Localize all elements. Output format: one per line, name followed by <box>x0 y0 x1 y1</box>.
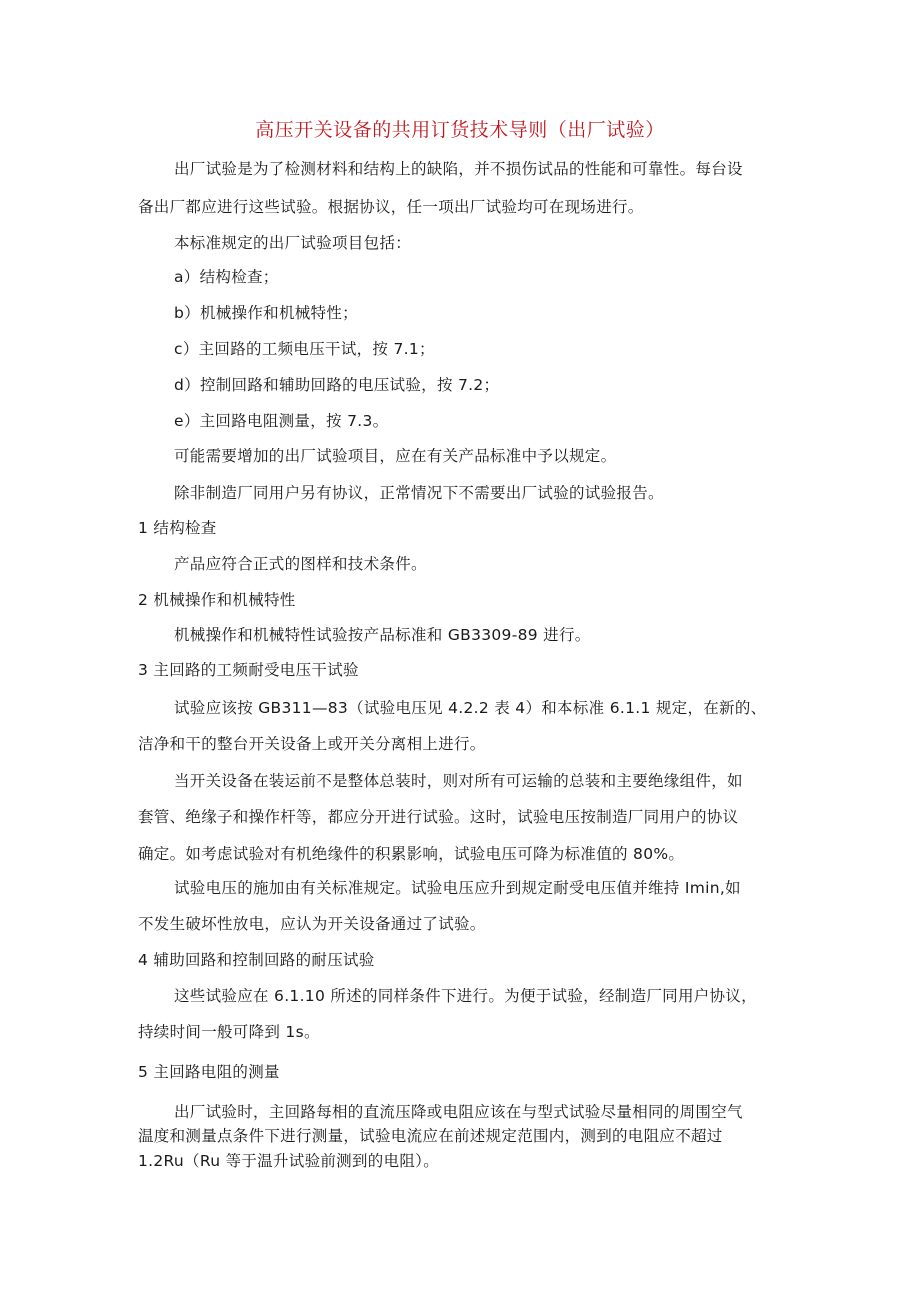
list-item-e: e）主回路电阻测量，按 7.3。 <box>174 412 389 430</box>
intro-paragraph-1-line-2: 备出厂都应进行这些试验。根据协议，任一项出厂试验均可在现场进行。 <box>138 198 644 216</box>
section-4-paragraph-line-2: 持续时间一般可降到 1s。 <box>138 1023 320 1041</box>
list-item-a: a）结构检查； <box>174 268 279 286</box>
section-3-paragraph-1-line-1: 试验应该按 GB311—83（试验电压见 4.2.2 表 4）和本标准 6.1.1 规定，在新的、 <box>174 699 767 717</box>
section-5-paragraph-line-1: 出厂试验时，主回路每相的直流压降或电阻应该在与型式试验尽量相同的周围空气 <box>174 1103 743 1121</box>
section-3-paragraph-2-line-2: 套管、绝缘子和操作杆等，都应分开进行试验。这时，试验电压按制造厂同用户的协议 <box>138 808 739 826</box>
document-title: 高压开关设备的共用订货技术导则（出厂试验） <box>255 119 665 141</box>
section-5-heading: 5 主回路电阻的测量 <box>138 1063 280 1081</box>
section-5-paragraph-line-3: 1.2Ru（Ru 等于温升试验前测到的电阻）。 <box>138 1152 440 1170</box>
section-1-text: 产品应符合正式的图样和技术条件。 <box>174 555 427 573</box>
section-2-heading: 2 机械操作和机械特性 <box>138 591 296 609</box>
section-2-text: 机械操作和机械特性试验按产品标准和 GB3309-89 进行。 <box>174 626 591 644</box>
section-5-paragraph-line-2: 温度和测量点条件下进行测量，试验电流应在前述规定范围内，测到的电阻应不超过 <box>138 1127 723 1145</box>
section-3-paragraph-2-line-1: 当开关设备在装运前不是整体总装时，则对所有可运输的总装和主要绝缘组件，如 <box>174 772 743 790</box>
intro-paragraph-4: 除非制造厂同用户另有协议，正常情况下不需要出厂试验的试验报告。 <box>174 484 664 502</box>
intro-paragraph-1-line-1: 出厂试验是为了检测材料和结构上的缺陷，并不损伤试品的性能和可靠性。每台设 <box>174 160 743 178</box>
section-3-heading: 3 主回路的工频耐受电压干试验 <box>138 661 359 679</box>
section-3-paragraph-2-line-3: 确定。如考虑试验对有机绝缘件的积累影响，试验电压可降为标准值的 80%。 <box>138 845 685 863</box>
section-3-paragraph-3-line-2: 不发生破坏性放电，应认为开关设备通过了试验。 <box>138 915 486 933</box>
list-item-b: b）机械操作和机械特性； <box>174 304 358 322</box>
intro-paragraph-2: 本标准规定的出厂试验项目包括： <box>174 234 412 252</box>
list-item-c: c）主回路的工频电压干试，按 7.1； <box>174 340 435 358</box>
intro-paragraph-3: 可能需要增加的出厂试验项目，应在有关产品标准中予以规定。 <box>174 447 617 465</box>
section-1-heading: 1 结构检查 <box>138 519 217 537</box>
section-4-paragraph-line-1: 这些试验应在 6.1.10 所述的同样条件下进行。为便于试验，经制造厂同用户协议， <box>174 987 757 1005</box>
section-3-paragraph-3-line-1: 试验电压的施加由有关标准规定。试验电压应升到规定耐受电压值并维持 Imin,如 <box>174 879 741 897</box>
list-item-d: d）控制回路和辅助回路的电压试验，按 7.2； <box>174 376 500 394</box>
section-4-heading: 4 辅助回路和控制回路的耐压试验 <box>138 951 375 969</box>
section-3-paragraph-1-line-2: 洁净和干的整台开关设备上或开关分离相上进行。 <box>138 735 486 753</box>
